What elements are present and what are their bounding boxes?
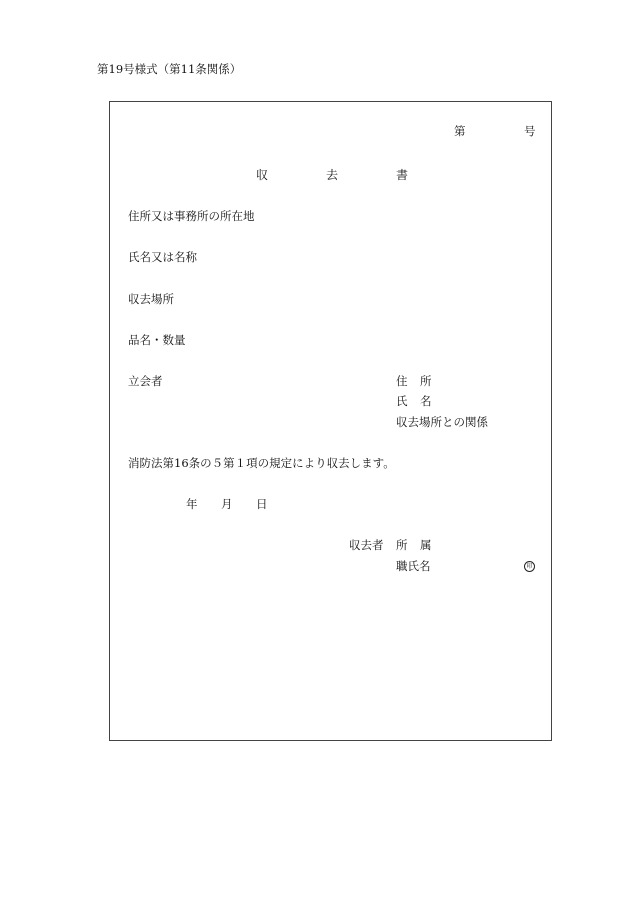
collector-affiliation-char-1: 所 <box>396 538 408 552</box>
title-char-3: 書 <box>396 168 409 182</box>
witness-relation-label: 収去場所との関係 <box>396 415 488 429</box>
field-name-label: 氏名又は名称 <box>128 250 197 264</box>
witness-name-char-2: 名 <box>420 394 432 408</box>
collector-name-label: 職氏名 <box>396 559 431 573</box>
field-place-label: 収去場所 <box>128 292 174 306</box>
witness-address-char-1: 住 <box>396 374 408 388</box>
statement-text: 消防法第16条の５第１項の規定により収去します。 <box>128 456 395 470</box>
title-char-2: 去 <box>326 168 339 182</box>
number-label-go: 号 <box>524 124 536 138</box>
date-month: 月 <box>221 497 233 511</box>
witness-name-char-1: 氏 <box>396 394 408 408</box>
witness-label: 立会者 <box>128 374 163 388</box>
date-year: 年 <box>186 497 198 511</box>
field-address-label: 住所又は事務所の所在地 <box>128 209 255 223</box>
title-char-1: 収 <box>256 168 269 182</box>
collector-affiliation-char-2: 属 <box>420 538 432 552</box>
seal-mark-icon: 印 <box>524 561 535 572</box>
date-day: 日 <box>256 497 268 511</box>
collector-label: 収去者 <box>349 538 384 552</box>
witness-address-char-2: 所 <box>420 374 432 388</box>
number-label-dai: 第 <box>454 124 466 138</box>
form-caption: 第19号様式（第11条関係） <box>97 62 242 76</box>
field-item-label: 品名・数量 <box>128 333 186 347</box>
